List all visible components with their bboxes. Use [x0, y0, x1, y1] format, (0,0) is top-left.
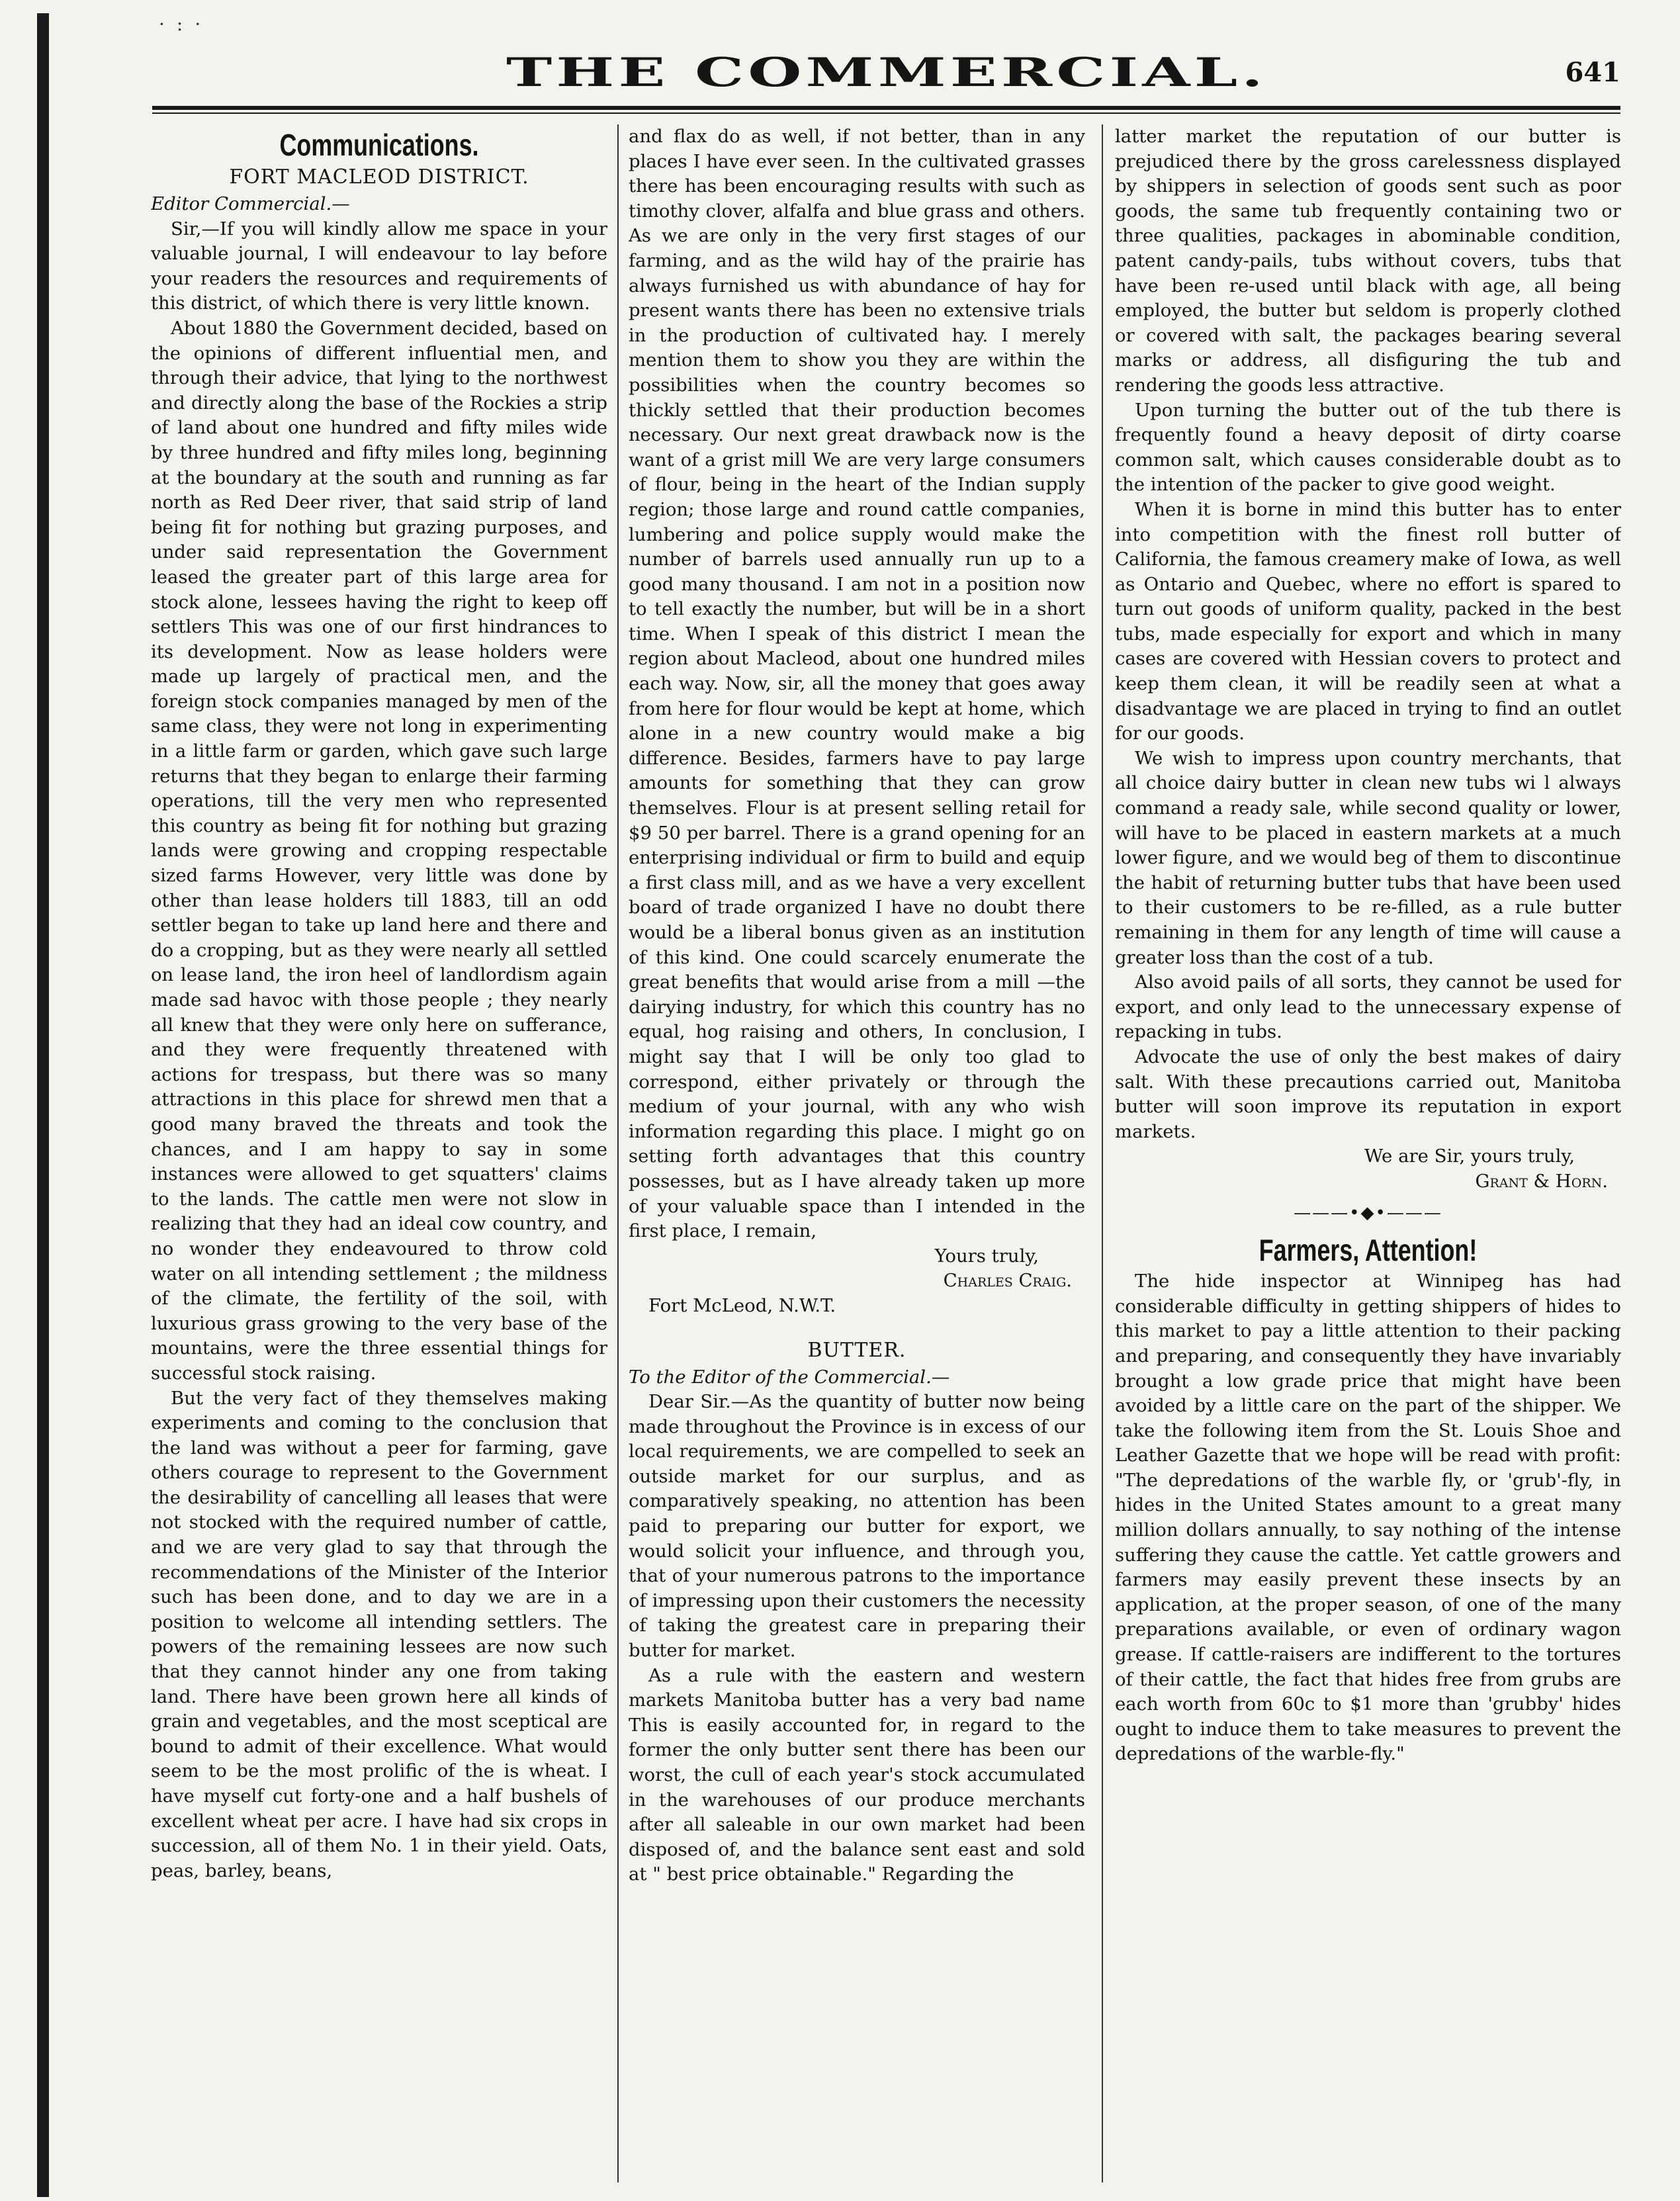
article-paragraph: and flax do as well, if not better, than in any places I have ever seen. In the cultivated grasses there has been encouraging results with such as timothy clover, alfalfa and blue grass and others. As we are only in the very first stages of our farming, and as the wild hay of the prairie has always furnished us with abundance of hay for present wants there has been no extensive trials in the production of cultivated hay. I merely mention them to show you they are within the possibilities when the country becomes so thickly settled that their production becomes necessary. Our next great drawback now is the want of a grist mill We are very large consumers of flour, being in the heart of the Indian supply region; those large and round cattle companies, lumbering and police supply would make the number of barrels used annually run up to a good many thousand. I am not in a position now to tell exactly the number, but will be in a short time. When I speak of this district I mean the region about Macleod, about one hundred miles each way. Now, sir, all the money that goes away from here for flour would be kept at home, which alone in a new country would make a big difference. Besides, farmers have to pay large amounts for something that they can grow themselves. Flour is at present selling retail for $9 50 per barrel. There is a grand opening for an enterprising individual or firm to build and equip a first class mill, and as we have a very excellent board of trade organized I have no doubt there would be a liberal bonus given as an institution of this kind. One could scarcely enumerate the great benefits that would arise from a mill —the dairying industry, for which this country has no equal, hog raising and others, In conclusion, I might say that I will be only too glad to correspond, either privately or through the medium of your journal, with any who wish information regarding this place. I might go on setting forth advantages that this country possesses, but as I have already taken up more of your valuable space than I intended in the first place, I remain, — [629, 126, 1085, 1242]
masthead — [152, 46, 1620, 99]
article-paragraph: But the very fact of they themselves making experiments and coming to the conclusion that the land was without a peer for farming, gave others courage to represent to the Government the desirability of cancelling all leases that were not stocked with the required number of cattle, and we are very glad to say that through the recommendations of the Minister of the Interior such has been done, and to day we are in a position to welcome all intending settlers. The powers of the remaining lessees are now such that they cannot hinder any one from taking land. There have been grown here all kinds of grain and vegetables, and the most sceptical are bound to admit of their excellence. What would seem to be the most prolific of the is wheat. I have myself cut forty-one and a half bushels of excellent wheat per acre. I have had six crops in succession, all of them No. 1 in their yield. Oats, peas, barley, beans, — [151, 1387, 607, 1881]
letter-place: Fort McLeod, N.W.T. — [648, 1294, 836, 1316]
article-paragraph: Also avoid pails of all sorts, they cannot be used for export, and only lead to the unnecessary expense of repacking in tubs. — [1115, 971, 1621, 1043]
article-paragraph: We wish to impress upon country merchants, that all choice dairy butter in clean new tubs wi l always command a ready sale, while second quality or lower, will have to be placed in eastern markets at a much lower figure, and we would beg of them to discontinue the habit of returning butter tubs that have been used to their customers to be re-filled, as a rule butter remaining in them for any length of time will cause a greater loss than the cost of a tub. — [1115, 747, 1621, 968]
masthead-rule-thin — [152, 112, 1620, 114]
article-title: BUTTER. — [807, 1338, 906, 1362]
column-3 — [1115, 124, 1621, 2182]
salutation-line: Editor Commercial.— — [151, 193, 350, 214]
article-paragraph: When it is borne in mind this butter has to enter into competition with the finest roll butter of California, the famous creamery make of Iowa, as well as Ontario and Quebec, where no effort is spared to turn out goods of uniform quality, packed in the best tubs, made especially for export and which in many cases are covered with Hessian covers to protect and keep them clean, it will be readily seen at what a disadvantage we are placed in trying to find an outlet for our goods. — [1115, 498, 1621, 744]
column-1 — [151, 124, 607, 2182]
letter-closing: Yours truly, — [934, 1245, 1039, 1267]
article-paragraph: Upon turning the butter out of the tub there is frequently found a heavy deposit of dirty coarse common salt, which causes considerable doubt as to the intention of the packer to give good weight. — [1115, 399, 1621, 496]
article-paragraph: As a rule with the eastern and western markets Manitoba butter has a very bad name This is easily accounted for, in regard to the former the only butter sent there has been our worst, the cull of each year's stock accumulated in the warehouses of our produce merchants after all saleable in our own market had been disposed of, and the balance sent east and sold at " best price obtainable." Regarding the — [629, 1664, 1085, 1885]
section-title: Communications. — [279, 128, 479, 162]
binding-gutter — [37, 13, 49, 2197]
article-paragraph: latter market the reputation of our butter is prejudiced there by the gross carelessness displayed by shippers in selection of goods sent such as poor goods, the same tub frequently containing two or three qualities, packages in abominable condition, patent candy-pails, tubs without covers, tubs that have been re-used until black with age, all being employed, the butter but seldom is properly clothed or covered with salt, the packages bearing several marks or address, all disfiguring the tub and rendering the goods less attractive. — [1115, 126, 1621, 396]
section-title: Farmers, Attention! — [1259, 1233, 1478, 1268]
column-2 — [629, 124, 1085, 2182]
print-specks: ·:· — [159, 13, 213, 35]
salutation-line: To the Editor of the Commercial.— — [629, 1366, 950, 1388]
article-title: FORT MACLEOD DISTRICT. — [229, 165, 529, 189]
article-paragraph: About 1880 the Government decided, based on the opinions of different influential men, and through their advice, that lying to the northwest and directly along the base of the Rockies a strip of land about one hundred and fifty miles wide by three hundred and fifty miles long, beginning at the boundary at the south and running as far north as Red Deer river, that said strip of land being fit for nothing but grazing purposes, and under said representation the Government leased the greater part of this large area for stock alone, lessees having the right to keep off settlers This was one of our first hindrances to its development. Now as lease holders were made up largely of practical men, and the foreign stock companies managed by men of the same class, they were not long in experimenting in a little farm or garden, which gave such large returns that they began to enlarge their farming operations, till the very men who represented this country as being fit for nothing but grazing lands were growing and cropping respectable sized farms However, very little was done by other than lease holders till 1883, till an odd settler began to take up land here and there and do a cropping, but as they were nearly all settled on lease land, the iron heel of landlordism again made sad havoc with those people ; they nearly all knew that they were only here on sufferance, and they were frequently threatened with actions for trespass, but there was so many attractions in this place for shrewd men that a good many braved the threats and took the chances, and I am happy to say in some instances were allowed to get squatters' claims to the lands. The cattle men were not slow in realizing that they had an ideal cow country, and no wonder they endeavoured to throw cold water on all intending settlement ; the mildness of the climate, the fertility of the soil, with luxurious grass growing to the very base of the mountains, were the three essential things for successful stock raising. — [151, 317, 607, 1384]
spacer — [629, 1319, 1085, 1336]
letter-signature: Grant & Horn. — [1475, 1170, 1608, 1192]
column-rule — [1102, 124, 1103, 2182]
article-paragraph: Dear Sir.—As the quantity of butter now being made throughout the Province is in excess of our local requirements, we are compelled to seek an outside market for our surplus, and as comparatively speaking, no attention has been paid to preparing our butter for export, we would solicit your influence, and through you, that of your numerous patrons to the importance of impressing upon their customers the necessity of taking the greatest care in preparing their butter for market. — [629, 1391, 1085, 1662]
article-paragraph: The hide inspector at Winnipeg has had considerable difficulty in getting shippers of hides to this market to pay a little attention to their packing and preparing, and consequently they have invariably brought a low grade price that might have been avoided by a little care on the part of the shipper. We take the following item from the St. Louis Shoe and Leather Gazette that we hope will be read with profit: "The depredations of the warble fly, or 'grub'-fly, in hides in the United States amount to a great many million dollars annually, to say nothing of the intense suffering they cause the cattle. Yet cattle growers and farmers may easily prevent these insects by an application, at the proper season, of one of the many preparations available, or even of ordinary wagon grease. If cattle-raisers are indifferent to the tortures of their cattle, the fact that hides free from grubs are each worth from 60c to $1 more than 'grubby' hides ought to induce them to take measures to prevent the depredations of the warble-fly." — [1115, 1271, 1621, 1765]
article-paragraph: Sir,—If you will kindly allow me space in your valuable journal, I will endeavour to lay before your readers the resources and requirements of this district, of which there is very little known. — [151, 218, 607, 314]
masthead-rule — [152, 106, 1620, 110]
letter-closing: We are Sir, yours truly, — [1364, 1145, 1575, 1167]
page-number: 641 — [1565, 57, 1620, 88]
ornament-divider: ———•◆•——— — [1294, 1202, 1442, 1223]
letter-signature: Charles Craig. — [943, 1270, 1072, 1292]
column-rule — [617, 124, 619, 2182]
article-paragraph: Advocate the use of only the best makes of dairy salt. With these precautions carried out, Manitoba butter will soon improve its reputation in export markets. — [1115, 1046, 1621, 1142]
masthead-title: THE COMMERCIAL. — [506, 50, 1267, 96]
